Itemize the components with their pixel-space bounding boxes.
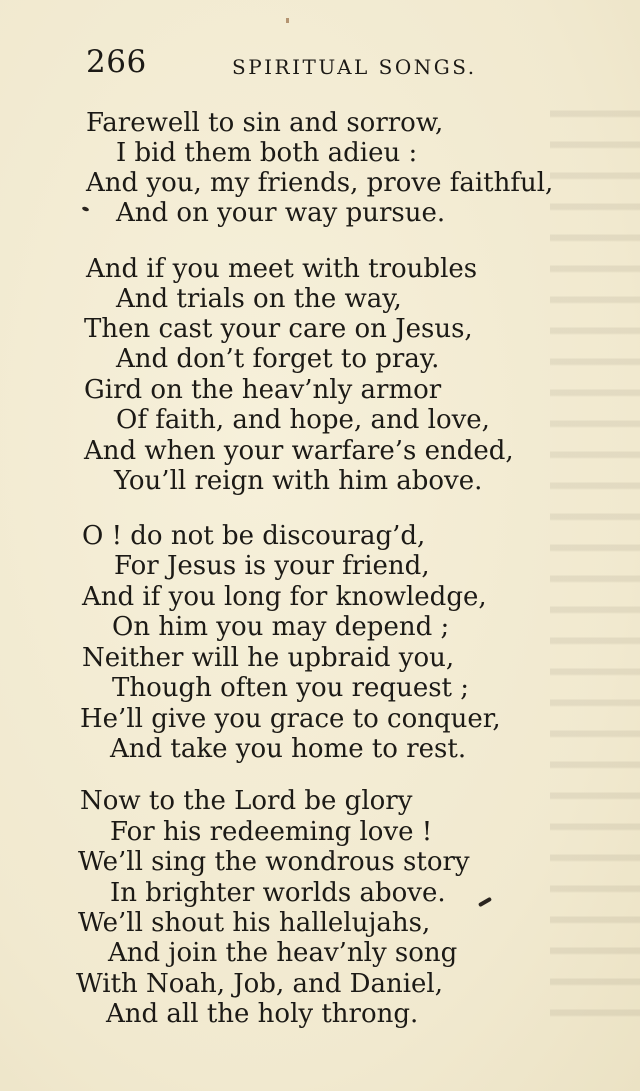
verse-line: Neither will he upbraid you,	[82, 643, 455, 673]
verse-line: And don’t forget to pray.	[116, 344, 440, 374]
verse-line: He’ll give you grace to conquer,	[80, 704, 501, 734]
verse-line: On him you may depend ;	[112, 612, 450, 642]
verse-line: And on your way pursue.	[116, 198, 446, 228]
verse-line: Now to the Lord be glory	[80, 786, 413, 816]
verse-line: Though often you request ;	[112, 673, 470, 703]
ink-speck	[286, 18, 289, 23]
ink-mark	[82, 206, 90, 212]
page-number: 266	[86, 44, 147, 80]
verse-line: O ! do not be discourag’d,	[82, 521, 426, 551]
verse-line: And take you home to rest.	[110, 734, 467, 764]
verse-line: And you, my friends, prove faithful,	[86, 168, 554, 198]
verse-line: Of faith, and hope, and love,	[116, 405, 490, 435]
verse-line: We’ll sing the wondrous story	[78, 847, 470, 877]
verse-line: And if you long for knowledge,	[82, 582, 487, 612]
verse-line: For Jesus is your friend,	[114, 551, 430, 581]
verse-line: For his redeeming love !	[110, 817, 433, 847]
ink-mark	[478, 897, 492, 907]
verse-line: You’ll reign with him above.	[114, 466, 483, 496]
verse-line: In brighter worlds above.	[110, 878, 446, 908]
bleed-through-texture	[550, 90, 640, 1030]
verse-line: We’ll shout his hallelujahs,	[78, 908, 431, 938]
verse-line: With Noah, Job, and Daniel,	[76, 969, 443, 999]
verse-line: And join the heav’nly song	[108, 938, 458, 968]
verse-line: Then cast your care on Jesus,	[84, 314, 473, 344]
verse-line: Gird on the heav’nly armor	[84, 375, 442, 405]
verse-line: And when your warfare’s ended,	[84, 436, 514, 466]
verse-line: Farewell to sin and sorrow,	[86, 108, 444, 138]
verse-line: And if you meet with troubles	[86, 254, 478, 284]
page-header	[86, 44, 496, 84]
running-title: SPIRITUAL SONGS.	[232, 55, 477, 79]
verse-line: I bid them both adieu :	[116, 138, 418, 168]
verse-line: And trials on the way,	[116, 284, 402, 314]
verse-line: And all the holy throng.	[106, 999, 419, 1029]
